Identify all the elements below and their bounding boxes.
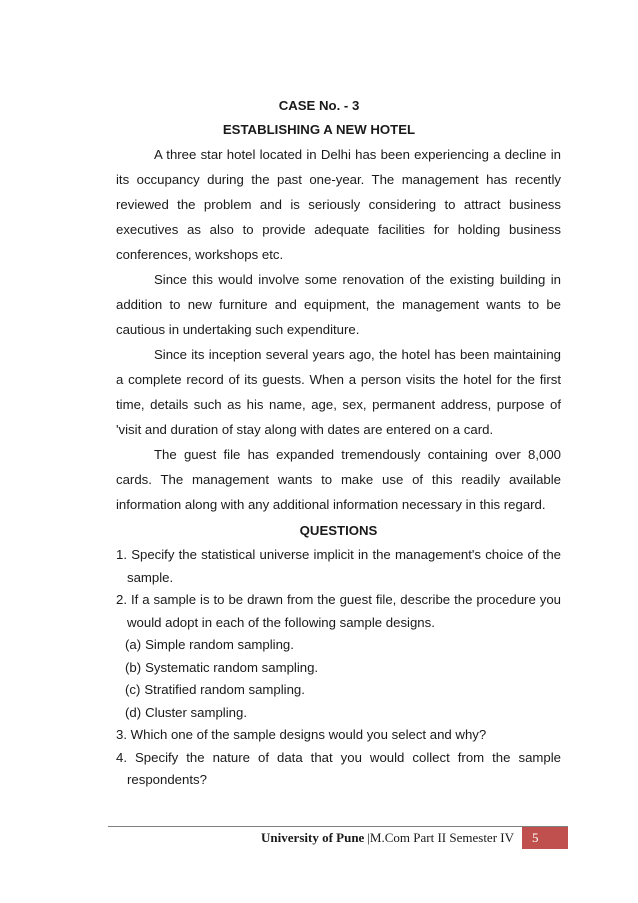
sub-item-text: Stratified random sampling. [144, 682, 305, 697]
sub-item-label: (c) [125, 682, 141, 697]
case-title: ESTABLISHING A NEW HOTEL [222, 122, 416, 137]
sub-item-text: Systematic random sampling. [145, 659, 319, 675]
sub-item [125, 657, 561, 680]
sub-item-text: Simple random sampling. [145, 637, 294, 652]
question-text [127, 589, 561, 634]
question-text-content: Which one of the sample designs would you select and why? [130, 727, 487, 742]
questions-list [116, 544, 561, 634]
sub-item-label: (b) [125, 659, 142, 675]
page-footer [108, 827, 568, 849]
page-number-badge: 5 [522, 827, 568, 849]
sub-item [125, 679, 561, 702]
case-number: CASE No. - 3 [278, 98, 360, 113]
sample-designs-list [116, 634, 561, 724]
paragraph: Since this would involve some renovation of the existing building in addition to new furniture and equipment, the management wants to be cautious in undertaking such expenditure. [116, 272, 561, 337]
sub-item [125, 702, 561, 725]
questions-list-continued [116, 724, 561, 792]
case-body [116, 142, 561, 792]
question-item [116, 724, 561, 747]
questions-heading: QUESTIONS [299, 523, 378, 538]
sub-item [125, 634, 561, 657]
question-text-content: Specify the nature of data that you would collect from the sample respondents? [127, 749, 561, 787]
question-number: 1. [116, 547, 127, 562]
question-item [116, 747, 561, 792]
question-text-content: Specify the statistical universe implicit in the management's choice of the sample. [127, 547, 561, 585]
question-text [127, 544, 561, 589]
question-number: 4. [116, 749, 127, 765]
question-text-content: If a sample is to be drawn from the guest file, describe the procedure you would adopt in each of the following sample designs. [127, 592, 561, 630]
paragraph: A three star hotel located in Delhi has been experiencing a decline in its occupancy during the past one-year. The management has recently reviewed the problem and is seriously considering to attract business executives as also to provide adequate facilities for holding business conferences, workshops etc. [116, 147, 561, 262]
question-number: 2. [116, 592, 127, 607]
footer-course: |M.Com Part II Semester IV [367, 830, 514, 845]
question-item [116, 544, 561, 589]
paragraph: The guest file has expanded tremendously containing over 8,000 cards. The management wants to make use of this readily available information along with any additional information necessary in this regard. [116, 447, 561, 512]
question-item [116, 589, 561, 634]
sub-item-label: (a) [125, 637, 142, 652]
sub-item-text: Cluster sampling. [145, 704, 247, 720]
question-text [127, 724, 561, 747]
footer-university: University of Pune [261, 830, 365, 845]
question-text [127, 747, 561, 792]
question-number: 3. [116, 727, 127, 742]
paragraph: Since its inception several years ago, the hotel has been maintaining a complete record of its guests. When a person visits the hotel for the first time, details such as his name, age, sex, permanent address, purpose of 'visit and duration of stay along with dates are entered on a card. [116, 347, 561, 437]
sub-item-label: (d) [125, 704, 142, 720]
